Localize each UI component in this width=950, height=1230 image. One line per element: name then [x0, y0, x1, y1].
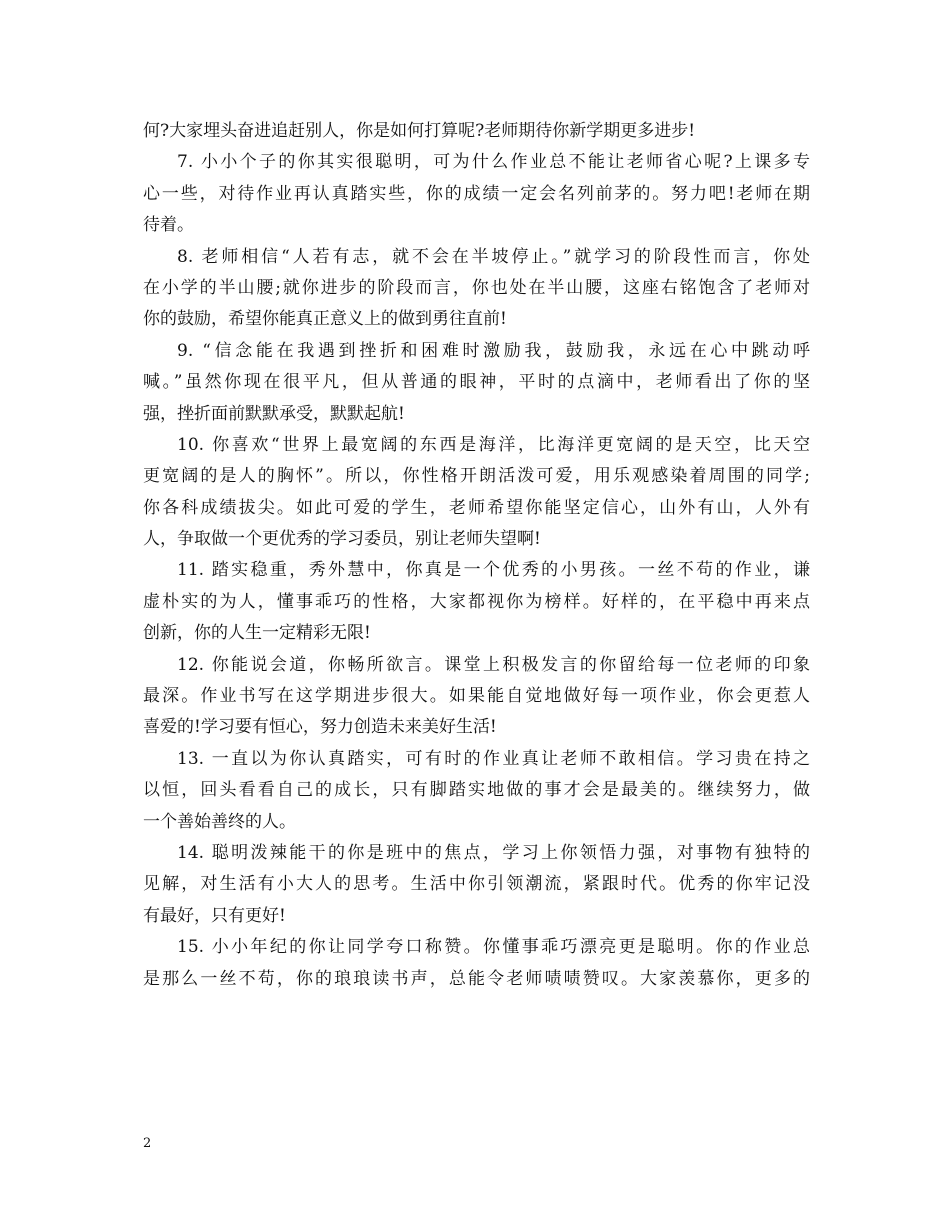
text-line: 心一些，对待作业再认真踏实些，你的成绩一定会名列前茅的。努力吧!老师在期	[143, 183, 810, 204]
text-line: 9. “信念能在我遇到挫折和困难时激励我，鼓励我，永远在心中跳动呼	[177, 340, 810, 361]
text-line: 更宽阔的是人的胸怀”。所以，你性格开朗活泼可爱，用乐观感染着周围的同学;	[143, 466, 810, 487]
text-line: 以恒，回头看看自己的成长，只有脚踏实地做的事才会是最美的。继续努力，做	[143, 780, 810, 801]
text-line: 见解，对生活有小大人的思考。生活中你引领潮流，紧跟时代。优秀的你牢记没	[143, 874, 810, 895]
paragraph-item-7	[143, 147, 810, 241]
text-line: 喜爱的!学习要有恒心，努力创造未来美好生活!	[143, 717, 497, 738]
text-line: 14. 聪明泼辣能干的你是班中的焦点，学习上你领悟力强，对事物有独特的	[177, 842, 810, 863]
text-line: 有最好，只有更好!	[143, 905, 286, 926]
text-line: 创新，你的人生一定精彩无限!	[143, 623, 371, 644]
page-number: 2	[143, 1136, 152, 1151]
text-line: 在小学的半山腰;就你进步的阶段而言，你也处在半山腰，这座右铭饱含了老师对	[143, 277, 810, 298]
paragraph-item-9	[143, 336, 810, 430]
text-line: 人，争取做一个更优秀的学习委员，别让老师失望啊!	[143, 529, 541, 550]
paragraph-item-13	[143, 744, 810, 838]
paragraph	[143, 116, 810, 147]
text-line: 10. 你喜欢“世界上最宽阔的东西是海洋，比海洋更宽阔的是天空，比天空	[177, 434, 810, 455]
text-line: 12. 你能说会道，你畅所欲言。课堂上积极发言的你留给每一位老师的印象	[177, 654, 810, 675]
text-line: 何?大家埋头奋进追赶别人，你是如何打算呢?老师期待你新学期更多进步!	[143, 121, 696, 141]
paragraph-item-10	[143, 430, 810, 556]
text-line: 虚朴实的为人，懂事乖巧的性格，大家都视你为榜样。好样的，在平稳中再来点	[143, 591, 810, 612]
text-line: 11. 踏实稳重，秀外慧中，你真是一个优秀的小男孩。一丝不苟的作业，谦	[177, 560, 810, 581]
paragraph-item-15	[143, 932, 810, 995]
text-line: 你的鼓励，希望你能真正意义上的做到勇往直前!	[143, 309, 507, 330]
text-line: 8. 老师相信“人若有志，就不会在半坡停止。”就学习的阶段性而言，你处	[177, 246, 810, 267]
text-line: 最深。作业书写在这学期进步很大。如果能自觉地做好每一项作业，你会更惹人	[143, 686, 810, 707]
paragraph-item-11	[143, 555, 810, 649]
text-line: 一个善始善终的人。	[143, 811, 296, 832]
paragraph-item-12	[143, 650, 810, 744]
text-line: 你各科成绩拔尖。如此可爱的学生，老师希望你能坚定信心，山外有山，人外有	[143, 497, 810, 518]
text-line: 喊。”虽然你现在很平凡，但从普通的眼神，平时的点滴中，老师看出了你的坚	[143, 372, 810, 393]
text-line: 15. 小小年纪的你让同学夸口称赞。你懂事乖巧漂亮更是聪明。你的作业总	[177, 937, 810, 958]
text-line: 待着。	[143, 215, 194, 236]
paragraph-item-14	[143, 838, 810, 932]
document-body	[143, 116, 810, 995]
text-line: 7. 小小个子的你其实很聪明，可为什么作业总不能让老师省心呢?上课多专	[177, 152, 810, 173]
text-line: 是那么一丝不苟，你的琅琅读书声，总能令老师啧啧赞叹。大家羡慕你，更多的	[143, 968, 810, 989]
paragraph-item-8	[143, 242, 810, 336]
text-line: 强，挫折面前默默承受，默默起航!	[143, 403, 405, 424]
text-line: 13. 一直以为你认真踏实，可有时的作业真让老师不敢相信。学习贵在持之	[177, 748, 810, 769]
